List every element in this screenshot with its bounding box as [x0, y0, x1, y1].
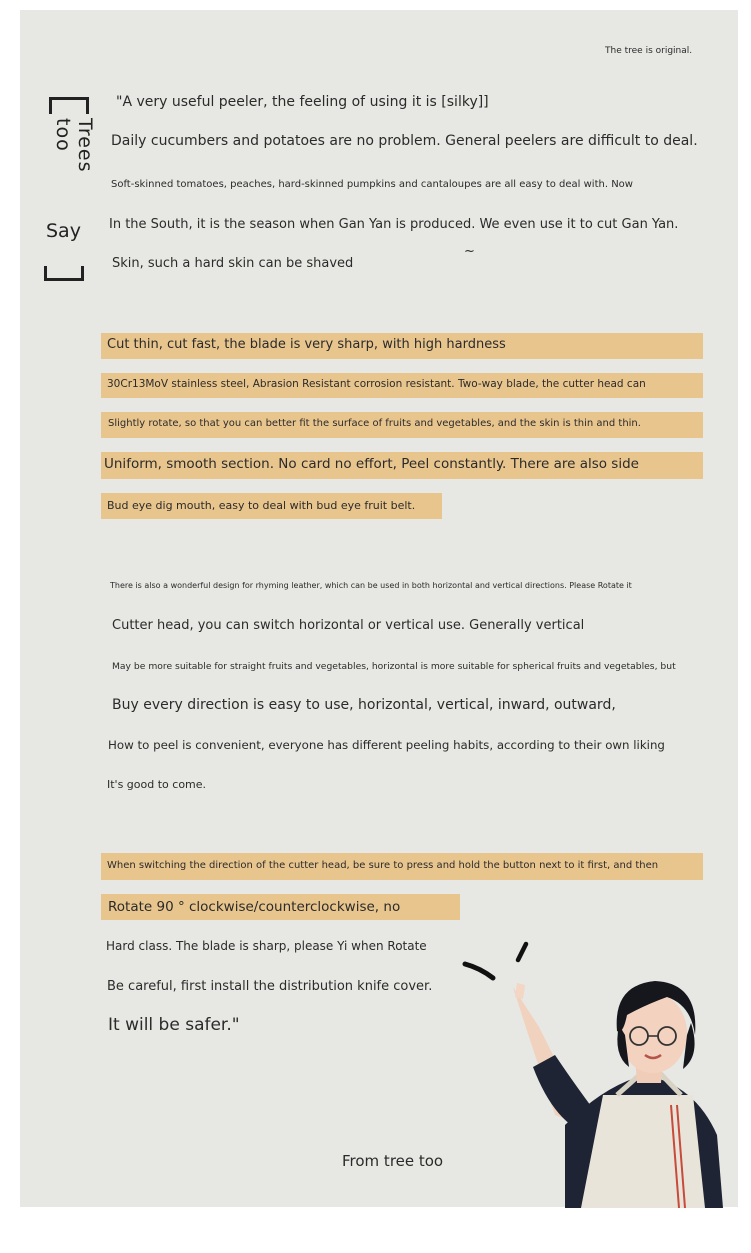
- feature-line: Uniform, smooth section. No card no effort, Peel constantly. There are also side: [104, 456, 639, 472]
- open-bracket-icon: [49, 97, 89, 114]
- body-line: Cutter head, you can switch horizontal or vertical use. Generally vertical: [112, 618, 585, 633]
- close-bracket-icon: [44, 266, 84, 281]
- body-line: Daily cucumbers and potatoes are no problem. General peelers are difficult to deal.: [111, 133, 698, 149]
- warning-line: Be careful, first install the distribution knife cover.: [107, 979, 433, 994]
- warning-line: Hard class. The blade is sharp, please Yi when Rotate: [106, 939, 427, 953]
- feature-line: Slightly rotate, so that you can better fit the surface of fruits and vegetables, and the skin is thin and thin.: [108, 418, 641, 429]
- body-line: It's good to come.: [107, 778, 207, 791]
- body-line: How to peel is convenient, everyone has different peeling habits, according to their own liking: [108, 738, 665, 752]
- body-line: Buy every direction is easy to use, horizontal, vertical, inward, outward,: [112, 697, 616, 713]
- feature-line: Bud eye dig mouth, easy to deal with bud eye fruit belt.: [107, 499, 416, 512]
- body-line: There is also a wonderful design for rhyming leather, which can be used in both horizontal and vertical directions. Please Rotate it: [110, 581, 632, 590]
- tilde-mark: ~: [464, 244, 475, 259]
- signature: From tree too: [342, 1152, 444, 1170]
- side-say: Say: [46, 220, 81, 242]
- feature-line: 30Cr13MoV stainless steel, Abrasion Resistant corrosion resistant. Two-way blade, the cutter head can: [107, 378, 646, 390]
- body-line: May be more suitable for straight fruits and vegetables, horizontal is more suitable for spherical fruits and vegetables, but: [112, 661, 676, 672]
- warning-line: When switching the direction of the cutter head, be sure to press and hold the button next to it first, and then: [107, 860, 659, 871]
- body-line: In the South, it is the season when Gan Yan is produced. We even use it to cut Gan Yan.: [109, 217, 679, 232]
- warning-line: Rotate 90 ° clockwise/counterclockwise, no: [108, 899, 401, 915]
- body-line: Skin, such a hard skin can be shaved: [112, 256, 354, 271]
- feature-line: Cut thin, cut fast, the blade is very sharp, with high hardness: [107, 337, 506, 352]
- body-line: Soft-skinned tomatoes, peaches, hard-skinned pumpkins and cantaloupes are all easy to deal with. Now: [111, 179, 633, 190]
- side-title: Trees too: [52, 118, 96, 173]
- quote-intro-line: "A very useful peeler, the feeling of using it is [silky]]: [116, 94, 489, 110]
- header-note: The tree is original.: [605, 46, 693, 56]
- presenter-photo: [495, 975, 735, 1208]
- closing-quote-line: It will be safer.": [108, 1015, 240, 1035]
